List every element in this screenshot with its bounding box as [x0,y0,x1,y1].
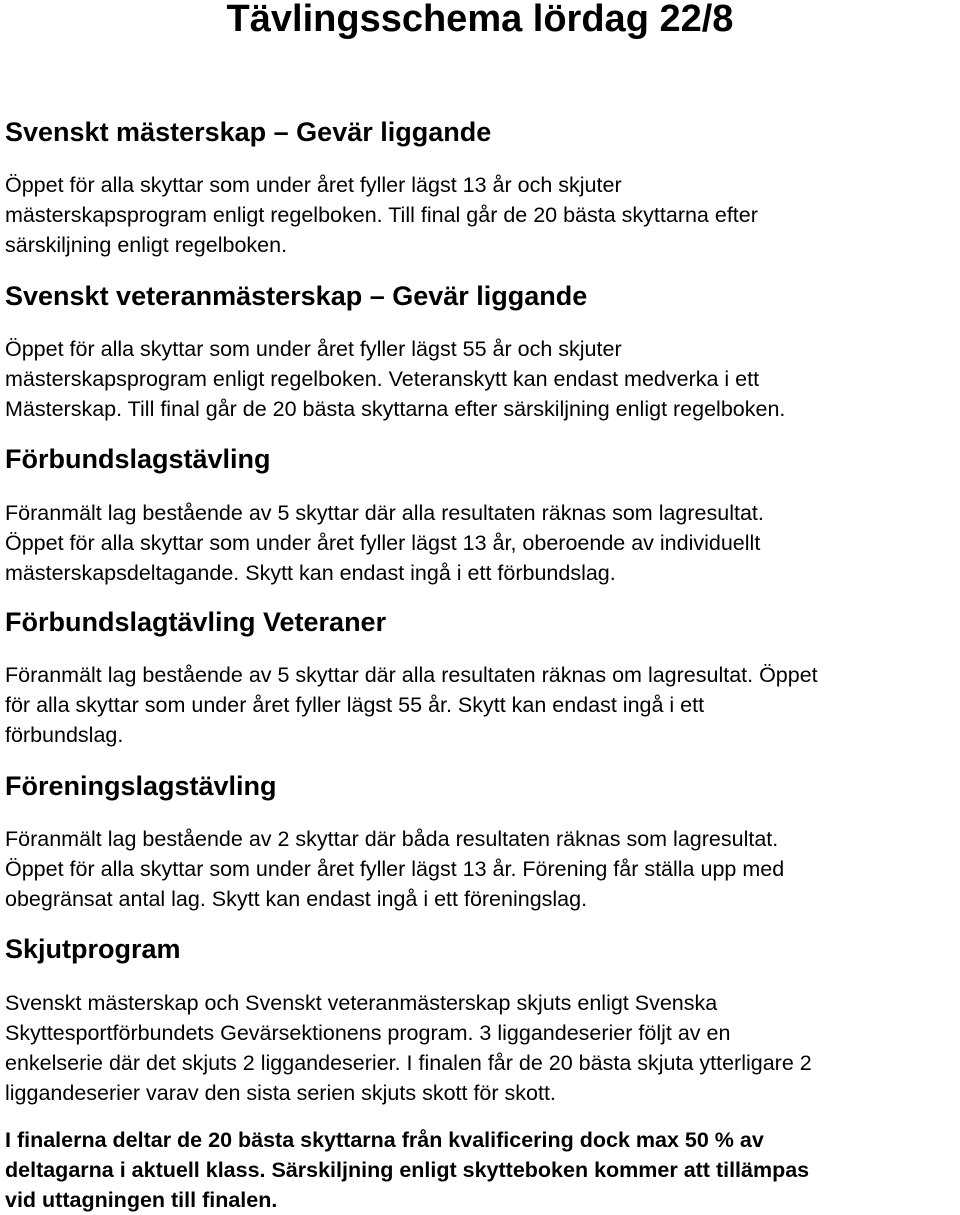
section-heading-veteran-sm: Svenskt veteranmästerskap – Gevär liggande [5,281,588,311]
section-body-foreningslag: Föranmält lag bestående av 2 skyttar där båda resultaten räknas som lagresultat. Öppet för alla skyttar som under året fyller lägst 13 år. Förening får ställa upp med obegränsat antal lag. Skytt kan endast ingå i ett föreningslag. [5,827,785,911]
section-heading-forbundslag: Förbundslagstävling [5,444,271,474]
section-body-forbundslag-veteraner: Föranmält lag bestående av 5 skyttar där alla resultaten räknas om lagresultat. Öppet för alla skyttar som under året fyller lägst 55 år. Skytt kan endast ingå i ett förbundslag. [5,663,818,747]
section-heading-sm: Svenskt mästerskap – Gevär liggande [5,117,492,147]
page-title: Tävlingsschema lördag 22/8 [226,0,734,40]
section-heading-skjutprogram: Skjutprogram [5,934,181,964]
section-body-forbundslag: Föranmält lag bestående av 5 skyttar där alla resultaten räknas som lagresultat. Öppet för alla skyttar som under året fyller lägst 13 år, oberoende av individuellt mästerskapsdeltagande. Skytt kan endast ingå i ett förbundslag. [5,501,764,585]
section-body-skjutprogram: Svenskt mästerskap och Svenskt veteranmästerskap skjuts enligt Svenska Skyttesportförbundets Gevärsektionens program. 3 liggandeserier följt av en enkelserie där det skjuts 2 liggandeserier. I finalen får de 20 bästa skjuta ytterligare 2 liggandeserier varav den sista serien skjuts skott för skott. [5,991,812,1105]
final-note: I finalerna deltar de 20 bästa skyttarna från kvalificering dock max 50 % av deltagarna i aktuell klass. Särskiljning enligt skytteboken kommer att tillämpas vid uttagningen till finalen. [5,1128,810,1212]
section-body-sm: Öppet för alla skyttar som under året fyller lägst 13 år och skjuter mästerskapsprogram enligt regelboken. Till final går de 20 bästa skyttarna efter särskiljning enligt regelboken. [5,173,758,257]
section-body-veteran-sm: Öppet för alla skyttar som under året fyller lägst 55 år och skjuter mästerskapsprogram enligt regelboken. Veteranskytt kan endast medverka i ett Mästerskap. Till final går de 20 bästa skyttarna efter särskiljning enligt regelboken. [5,337,786,421]
section-heading-forbundslag-veteraner: Förbundslagtävling Veteraner [5,607,387,637]
section-heading-foreningslag: Föreningslagstävling [5,771,277,801]
